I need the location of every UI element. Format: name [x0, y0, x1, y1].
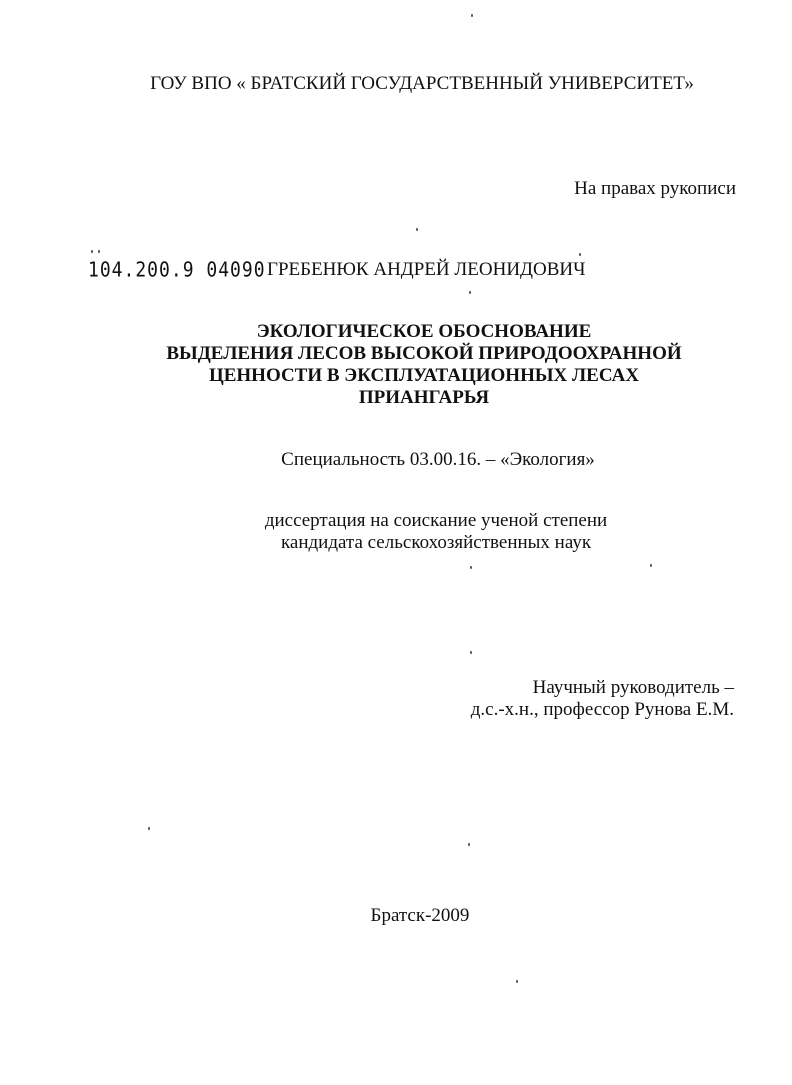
scan-speck	[98, 250, 100, 253]
scan-speck	[91, 250, 93, 253]
scan-speck	[470, 566, 472, 569]
specialty: Специальность 03.00.16. – «Экология»	[281, 449, 595, 470]
dissertation-title	[0, 321, 792, 409]
scan-speck	[148, 827, 150, 830]
degree-line-2: кандидата сельскохозяйственных наук	[280, 532, 592, 553]
author-name: ГРЕБЕНЮК АНДРЕЙ ЛЕОНИДОВИЧ	[267, 259, 586, 280]
title-line-2: ВЫДЕЛЕНИЯ ЛЕСОВ ВЫСОКОЙ ПРИРОДООХРАННОЙ	[166, 343, 682, 364]
scan-speck	[469, 291, 471, 294]
rights-note: На правах рукописи	[574, 178, 736, 199]
city-year: Братск-2009	[370, 905, 470, 926]
scan-speck	[470, 651, 472, 654]
supervisor-name: д.с.-х.н., профессор Рунова Е.М.	[470, 699, 734, 720]
title-line-3: ЦЕННОСТИ В ЭКСПЛУАТАЦИОННЫХ ЛЕСАХ	[208, 365, 640, 386]
university-header: ГОУ ВПО « БРАТСКИЙ ГОСУДАРСТВЕННЫЙ УНИВЕРСИТЕТ»	[150, 73, 694, 94]
title-line-4: ПРИАНГАРЬЯ	[358, 387, 490, 408]
supervisor-block	[471, 677, 734, 721]
scan-speck	[579, 253, 581, 256]
degree-line-1: диссертация на соискание ученой степени	[264, 510, 608, 531]
registration-number: 104.200.9 04090	[88, 258, 266, 283]
scan-speck	[650, 564, 652, 567]
title-line-1: ЭКОЛОГИЧЕСКОЕ ОБОСНОВАНИЕ	[256, 321, 592, 342]
scan-speck	[468, 843, 470, 846]
degree-statement	[0, 510, 792, 554]
scan-speck	[416, 228, 418, 231]
scan-speck	[516, 980, 518, 983]
supervisor-label: Научный руководитель –	[532, 677, 734, 698]
scan-speck	[471, 14, 473, 17]
